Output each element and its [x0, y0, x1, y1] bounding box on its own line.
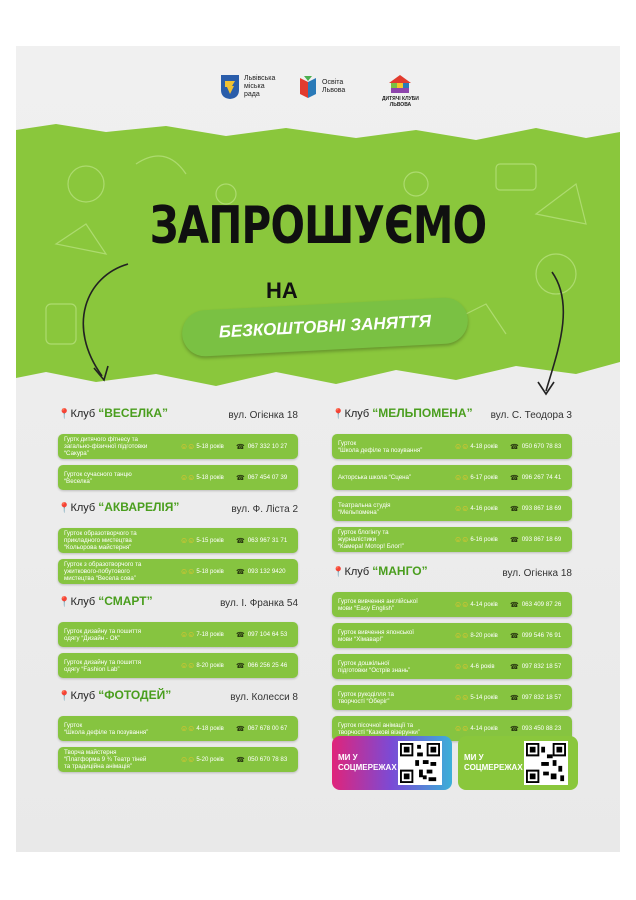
class-row [58, 465, 298, 490]
class-row [58, 559, 298, 584]
phone-icon: ☎ [510, 536, 519, 544]
class-name: Гурток “Школа дефіле та позування” [338, 439, 423, 454]
age-range: ☺☺ 5-14 років [454, 693, 498, 702]
qr-code-icon[interactable] [524, 741, 568, 785]
club-header [58, 408, 298, 434]
age-range: ☺☺ 4-14 років [454, 600, 498, 609]
class-name: Гуртк дитячого фітнесу та загально-фізичної підготовки “Сакура” [64, 436, 148, 457]
class-row [332, 527, 572, 552]
book-icon [298, 74, 318, 100]
phone[interactable]: ☎ 099 546 76 91 [510, 632, 562, 640]
club-title: 📍Клуб “МАНГО” [332, 564, 428, 578]
phone-icon: ☎ [510, 505, 519, 513]
class-row [58, 747, 298, 772]
phone-icon: ☎ [236, 568, 245, 576]
phone-icon: ☎ [510, 694, 519, 702]
age-range: ☺☺ 4-14 років [454, 724, 498, 733]
club-address: вул. Огієнка 18 [228, 410, 298, 421]
kids-faces-icon: ☺☺ [454, 504, 469, 513]
phone[interactable]: ☎ 096 267 74 41 [510, 474, 562, 482]
location-pin-icon: 📍 [58, 691, 71, 702]
phone[interactable]: ☎ 067 678 00 67 [236, 725, 288, 733]
class-row [58, 528, 298, 553]
class-name: Акторська школа “Сцена” [338, 474, 412, 481]
age-range: ☺☺ 4-16 років [454, 504, 498, 513]
location-pin-icon: 📍 [332, 409, 345, 420]
age-range: ☺☺ 4-18 років [180, 724, 224, 733]
lviv-coat-of-arms-icon [220, 74, 240, 100]
class-name: Гурток дошкільної підготовки “Острів знань” [338, 659, 411, 674]
club-name: “АКВАРЕЛІЯ” [98, 500, 180, 514]
kids-clubs-logo: ДИТЯЧІ КЛУБИ ЛЬВОВА [382, 74, 419, 108]
phone[interactable]: ☎ 066 256 25 46 [236, 662, 288, 670]
kids-faces-icon: ☺☺ [454, 535, 469, 544]
class-row [332, 496, 572, 521]
kids-faces-icon: ☺☺ [454, 442, 469, 451]
club-3 [58, 690, 298, 772]
club-name: “МАНГО” [372, 564, 428, 578]
club-title: 📍Клуб “ФОТОДЕЙ” [58, 688, 172, 702]
qr-code-icon[interactable] [398, 741, 442, 785]
phone[interactable]: ☎ 093 450 88 23 [510, 725, 562, 733]
phone[interactable]: ☎ 050 670 78 83 [510, 443, 562, 451]
class-row [58, 434, 298, 459]
club-name: “МЕЛЬПОМЕНА” [372, 406, 473, 420]
age-range: ☺☺ 5-15 років [180, 536, 224, 545]
club-header [58, 502, 298, 528]
club-name: “ВЕСЕЛКА” [98, 406, 169, 420]
age-range: ☺☺ 6-17 років [454, 473, 498, 482]
club-title: 📍Клуб “МЕЛЬПОМЕНА” [332, 406, 473, 420]
kids-faces-icon: ☺☺ [454, 724, 469, 733]
class-name: Гурток образотворчого та прикладного мистецтва “Кольорова майстерня” [64, 530, 137, 551]
age-range: ☺☺ 7-18 років [180, 630, 224, 639]
phone-icon: ☎ [236, 756, 245, 764]
class-row [332, 654, 572, 679]
social-label-1: МИ У СОЦМЕРЕЖАХ [338, 753, 397, 772]
location-pin-icon: 📍 [332, 567, 345, 578]
phone[interactable]: ☎ 093 132 9420 [236, 568, 286, 576]
age-range: ☺☺ 8-20 років [454, 631, 498, 640]
kids-faces-icon: ☺☺ [180, 755, 195, 764]
phone-icon: ☎ [510, 601, 519, 609]
class-name: Гурток сучасного танцю “Веселка” [64, 470, 132, 485]
age-range: ☺☺ 4-6 років [454, 662, 495, 671]
class-name: Гурток пісочної анімації та творчості “Казкові візерунки” [338, 721, 420, 736]
social-box-2[interactable] [458, 736, 578, 790]
club-1 [58, 502, 298, 584]
poster [16, 46, 620, 852]
phone-icon: ☎ [510, 632, 519, 640]
phone[interactable]: ☎ 067 332 10 27 [236, 443, 288, 451]
club-address: вул. І. Франка 54 [220, 598, 298, 609]
class-row [332, 465, 572, 490]
kids-faces-icon: ☺☺ [180, 661, 195, 670]
social-label-2: МИ У СОЦМЕРЕЖАХ [464, 753, 523, 772]
club-title: 📍Клуб “СМАРТ” [58, 594, 153, 608]
club-title: 📍Клуб “ВЕСЕЛКА” [58, 406, 169, 420]
phone-icon: ☎ [236, 537, 245, 545]
club-1 [332, 566, 572, 741]
club-2 [58, 596, 298, 678]
class-row [332, 623, 572, 648]
colorful-house-icon [388, 74, 412, 94]
class-row [332, 592, 572, 617]
phone-icon: ☎ [236, 631, 245, 639]
class-name: Гурток дизайну та пошиття одягу “Дизайн - ОК” [64, 627, 142, 642]
phone-icon: ☎ [236, 725, 245, 733]
class-name: Гурток блогінгу та журналістики “Камера! Мотор! Блог!” [338, 529, 404, 550]
phone-icon: ☎ [510, 474, 519, 482]
kids-faces-icon: ☺☺ [454, 600, 469, 609]
class-row [332, 685, 572, 710]
headline-na: НА [266, 278, 298, 303]
right-column [332, 408, 572, 755]
club-title: 📍Клуб “АКВАРЕЛІЯ” [58, 500, 180, 514]
club-name: “ФОТОДЕЙ” [98, 688, 172, 702]
kids-faces-icon: ☺☺ [180, 442, 195, 451]
class-row [58, 622, 298, 647]
phone[interactable]: ☎ 097 832 18 57 [510, 694, 562, 702]
phone-icon: ☎ [510, 725, 519, 733]
class-name: Театральна студія “Мельпомена” [338, 501, 391, 516]
club-header [332, 566, 572, 592]
age-range: ☺☺ 8-20 років [180, 661, 224, 670]
class-row [58, 653, 298, 678]
class-row [332, 434, 572, 459]
club-header [332, 408, 572, 434]
phone[interactable]: ☎ 093 867 18 69 [510, 505, 562, 513]
phone-icon: ☎ [510, 663, 519, 671]
class-name: Гурток вивчення англійської мови “Easy English” [338, 597, 418, 612]
left-column [58, 408, 298, 784]
kids-faces-icon: ☺☺ [454, 631, 469, 640]
class-name: Гурток “Школа дефіле та позування” [64, 721, 149, 736]
phone-icon: ☎ [510, 443, 519, 451]
phone[interactable]: ☎ 063 409 87 26 [510, 601, 562, 609]
logo-bar [16, 74, 620, 118]
age-range: ☺☺ 5-20 років [180, 755, 224, 764]
club-name: “СМАРТ” [98, 594, 153, 608]
kids-faces-icon: ☺☺ [180, 630, 195, 639]
osvita-lvova-logo: Освіта Львова [298, 74, 345, 100]
age-range: ☺☺ 4-18 років [454, 442, 498, 451]
phone[interactable]: ☎ 063 967 31 71 [236, 537, 288, 545]
class-name: Гурток дизайну та пошиття одягу “Fashion Lab” [64, 658, 142, 673]
club-0 [58, 408, 298, 490]
kids-faces-icon: ☺☺ [454, 693, 469, 702]
free-classes-pill: БЕЗКОШТОВНІ ЗАНЯТТЯ [181, 297, 469, 358]
phone[interactable]: ☎ 067 454 07 39 [236, 474, 288, 482]
age-range: ☺☺ 5-18 років [180, 442, 224, 451]
phone[interactable]: ☎ 097 832 18 57 [510, 663, 562, 671]
location-pin-icon: 📍 [58, 503, 71, 514]
green-torn-paper-band [16, 124, 620, 392]
club-0 [332, 408, 572, 552]
kids-faces-icon: ☺☺ [180, 724, 195, 733]
kids-faces-icon: ☺☺ [180, 536, 195, 545]
location-pin-icon: 📍 [58, 597, 71, 608]
age-range: ☺☺ 6-16 років [454, 535, 498, 544]
phone-icon: ☎ [236, 474, 245, 482]
club-header [58, 596, 298, 622]
location-pin-icon: 📍 [58, 409, 71, 420]
kids-faces-icon: ☺☺ [180, 473, 195, 482]
social-box-1[interactable] [332, 736, 452, 790]
club-header [58, 690, 298, 716]
phone[interactable]: ☎ 093 867 18 69 [510, 536, 562, 544]
kids-faces-icon: ☺☺ [454, 662, 469, 671]
headline: ЗАПРОШУЄМО [149, 196, 487, 256]
age-range: ☺☺ 5-18 років [180, 473, 224, 482]
class-name: Творча майстерня “Платформа 9 ¾ Театр тіней та традиційна анімація” [64, 749, 147, 770]
phone[interactable]: ☎ 050 670 78 83 [236, 756, 288, 764]
age-range: ☺☺ 5-18 років [180, 567, 224, 576]
lviv-council-logo: Львівська міська рада [220, 74, 275, 100]
club-address: вул. С. Теодора 3 [490, 410, 572, 421]
class-name: Гурток вивчення японської мови “Хімавар!” [338, 628, 415, 643]
class-name: Гурток з образотворчого та ужиткового-побутового мистецтва “Весела сова” [64, 561, 142, 582]
phone-icon: ☎ [236, 443, 245, 451]
class-name: Гурток рукоділля та творчості “Оберіг” [338, 690, 394, 705]
kids-faces-icon: ☺☺ [454, 473, 469, 482]
club-address: вул. Колесси 8 [230, 692, 298, 703]
phone-icon: ☎ [236, 662, 245, 670]
class-row [58, 716, 298, 741]
club-address: вул. Ф. Ліста 2 [231, 504, 298, 515]
kids-faces-icon: ☺☺ [180, 567, 195, 576]
phone[interactable]: ☎ 097 104 64 53 [236, 631, 288, 639]
club-address: вул. Огієнка 18 [502, 568, 572, 579]
